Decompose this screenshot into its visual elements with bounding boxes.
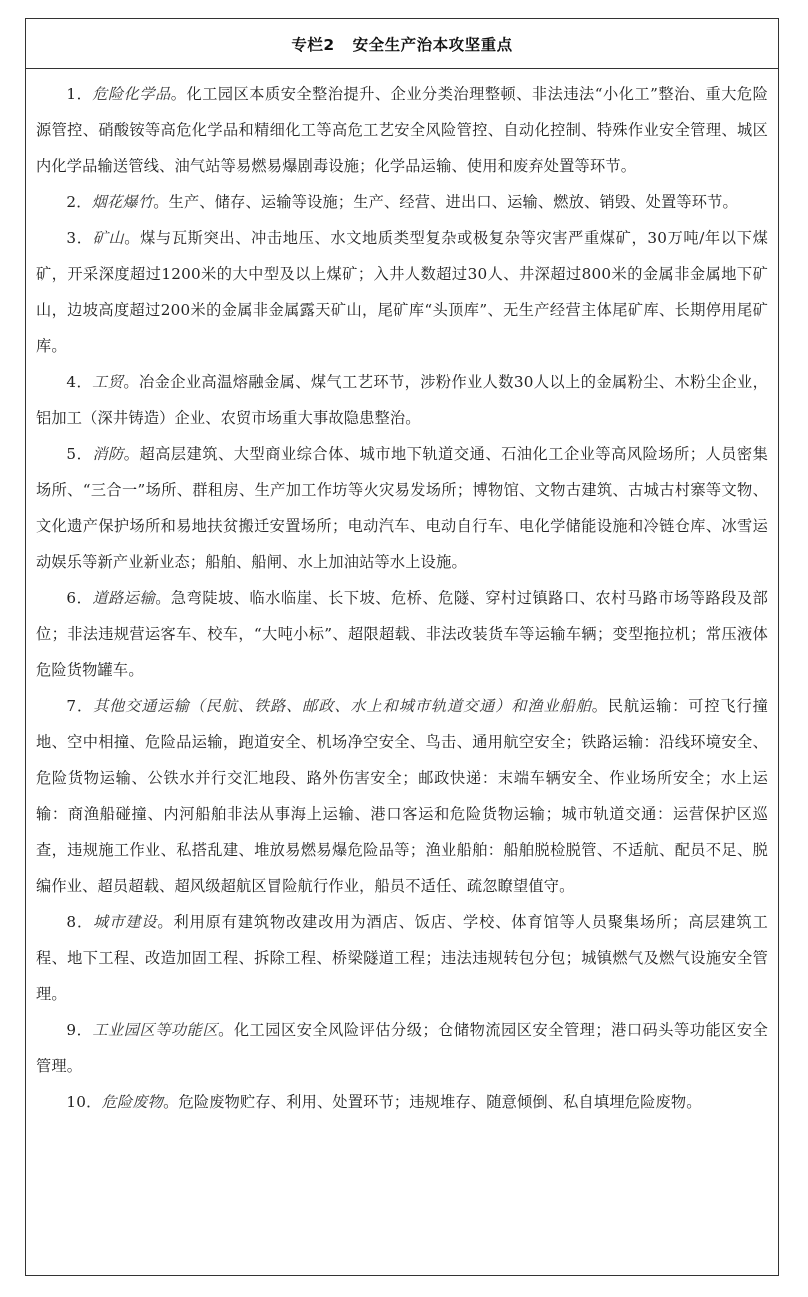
list-item bbox=[36, 1084, 768, 1120]
list-item bbox=[36, 76, 768, 184]
item-heading: 道路运输 bbox=[92, 589, 156, 607]
item-number: 6． bbox=[66, 589, 93, 607]
list-item bbox=[36, 220, 768, 364]
list-item bbox=[36, 688, 768, 904]
item-text: 。化工园区本质安全整治提升、企业分类治理整顿、非法违法“小化工”整治、重大危险源管控、硝酸铵等高危化学品和精细化工等高危工艺安全风险管控、自动化控制、特殊作业安全管理、城区内化学品输送管线、油气站等易燃易爆剧毒设施；化学品运输、使用和废弃处置等环节。 bbox=[36, 85, 768, 175]
item-number: 4． bbox=[66, 373, 93, 391]
list-item bbox=[36, 184, 768, 220]
item-heading: 危险废物 bbox=[101, 1093, 164, 1111]
item-number: 2． bbox=[66, 193, 92, 211]
column-number: 专栏2 bbox=[291, 35, 335, 54]
item-text: 。急弯陡坡、临水临崖、长下坡、危桥、危隧、穿村过镇路口、农村马路市场等路段及部位；非法违规营运客车、校车，“大吨小标”、超限超载、非法改装货车等运输车辆；变型拖拉机；常压液体危险货物罐车。 bbox=[36, 589, 768, 679]
item-number: 9． bbox=[66, 1021, 93, 1039]
item-number: 10． bbox=[66, 1093, 102, 1111]
item-text: 。化工园区安全风险评估分级；仓储物流园区安全管理；港口码头等功能区安全管理。 bbox=[36, 1021, 768, 1075]
item-number: 1． bbox=[66, 85, 93, 103]
item-heading: 烟花爆竹 bbox=[91, 193, 154, 211]
item-number: 8． bbox=[66, 913, 94, 931]
item-number: 7． bbox=[66, 697, 94, 715]
list-item bbox=[36, 904, 768, 1012]
item-text: 。冶金企业高温熔融金属、煤气工艺环节，涉粉作业人数30人以上的金属粉尘、木粉尘企业，铝加工（深井铸造）企业、农贸市场重大事故隐患整治。 bbox=[36, 373, 768, 427]
column-box bbox=[25, 18, 779, 1276]
item-heading: 工贸 bbox=[92, 373, 124, 391]
item-number: 3． bbox=[66, 229, 93, 247]
item-heading: 消防 bbox=[92, 445, 124, 463]
item-heading: 城市建设 bbox=[93, 913, 158, 931]
item-text: 。超高层建筑、大型商业综合体、城市地下轨道交通、石油化工企业等高风险场所；人员密集场所、“三合一”场所、群租房、生产加工作坊等火灾易发场所；博物馆、文物古建筑、古城古村寨等文物、文化遗产保护场所和易地扶贫搬迁安置场所；电动汽车、电动自行车、电化学储能设施和冷链仓库、冰雪运动娱乐等新产业新业态；船舶、船闸、水上加油站等水上设施。 bbox=[36, 445, 768, 571]
item-text: 。利用原有建筑物改建改用为酒店、饭店、学校、体育馆等人员聚集场所；高层建筑工程、地下工程、改造加固工程、拆除工程、桥梁隧道工程；违法违规转包分包；城镇燃气及燃气设施安全管理。 bbox=[36, 913, 768, 1003]
column-body bbox=[26, 69, 778, 1120]
list-item bbox=[36, 436, 768, 580]
item-heading: 其他交通运输（民航、铁路、邮政、水上和城市轨道交通）和渔业船舶 bbox=[93, 697, 592, 715]
column-title-text: 安全生产治本攻坚重点 bbox=[352, 35, 513, 54]
item-text: 。危险废物贮存、利用、处置环节；违规堆存、随意倾倒、私自填埋危险废物。 bbox=[163, 1093, 702, 1111]
list-item bbox=[36, 364, 768, 436]
column-title bbox=[291, 33, 512, 55]
item-text: 。生产、储存、运输等设施；生产、经营、进出口、运输、燃放、销毁、处置等环节。 bbox=[153, 193, 738, 211]
item-heading: 危险化学品 bbox=[92, 85, 171, 103]
list-item bbox=[36, 1012, 768, 1084]
item-text: 。煤与瓦斯突出、冲击地压、水文地质类型复杂或极复杂等灾害严重煤矿，30万吨/年以下煤矿，开采深度超过1200米的大中型及以上煤矿；入井人数超过30人、井深超过800米的金属非金属地下矿山，边坡高度超过200米的金属非金属露天矿山，尾矿库“头顶库”、无生产经营主体尾矿库、长期停用尾矿库。 bbox=[36, 229, 768, 355]
list-item bbox=[36, 580, 768, 688]
item-text: 。民航运输：可控飞行撞地、空中相撞、危险品运输，跑道安全、机场净空安全、鸟击、通用航空安全；铁路运输：沿线环境安全、危险货物运输、公铁水并行交汇地段、路外伤害安全；邮政快递：末端车辆安全、作业场所安全；水上运输：商渔船碰撞、内河船舶非法从事海上运输、港口客运和危险货物运输；城市轨道交通：运营保护区巡查，违规施工作业、私搭乱建、堆放易燃易爆危险品等；渔业船舶：船舶脱检脱管、不适航、配员不足、脱编作业、超员超载、超风级超航区冒险航行作业，船员不适任、疏忽瞭望值守。 bbox=[36, 697, 768, 895]
item-heading: 矿山 bbox=[92, 229, 125, 247]
item-number: 5． bbox=[66, 445, 93, 463]
column-header bbox=[26, 19, 778, 69]
item-heading: 工业园区等功能区 bbox=[92, 1021, 219, 1039]
